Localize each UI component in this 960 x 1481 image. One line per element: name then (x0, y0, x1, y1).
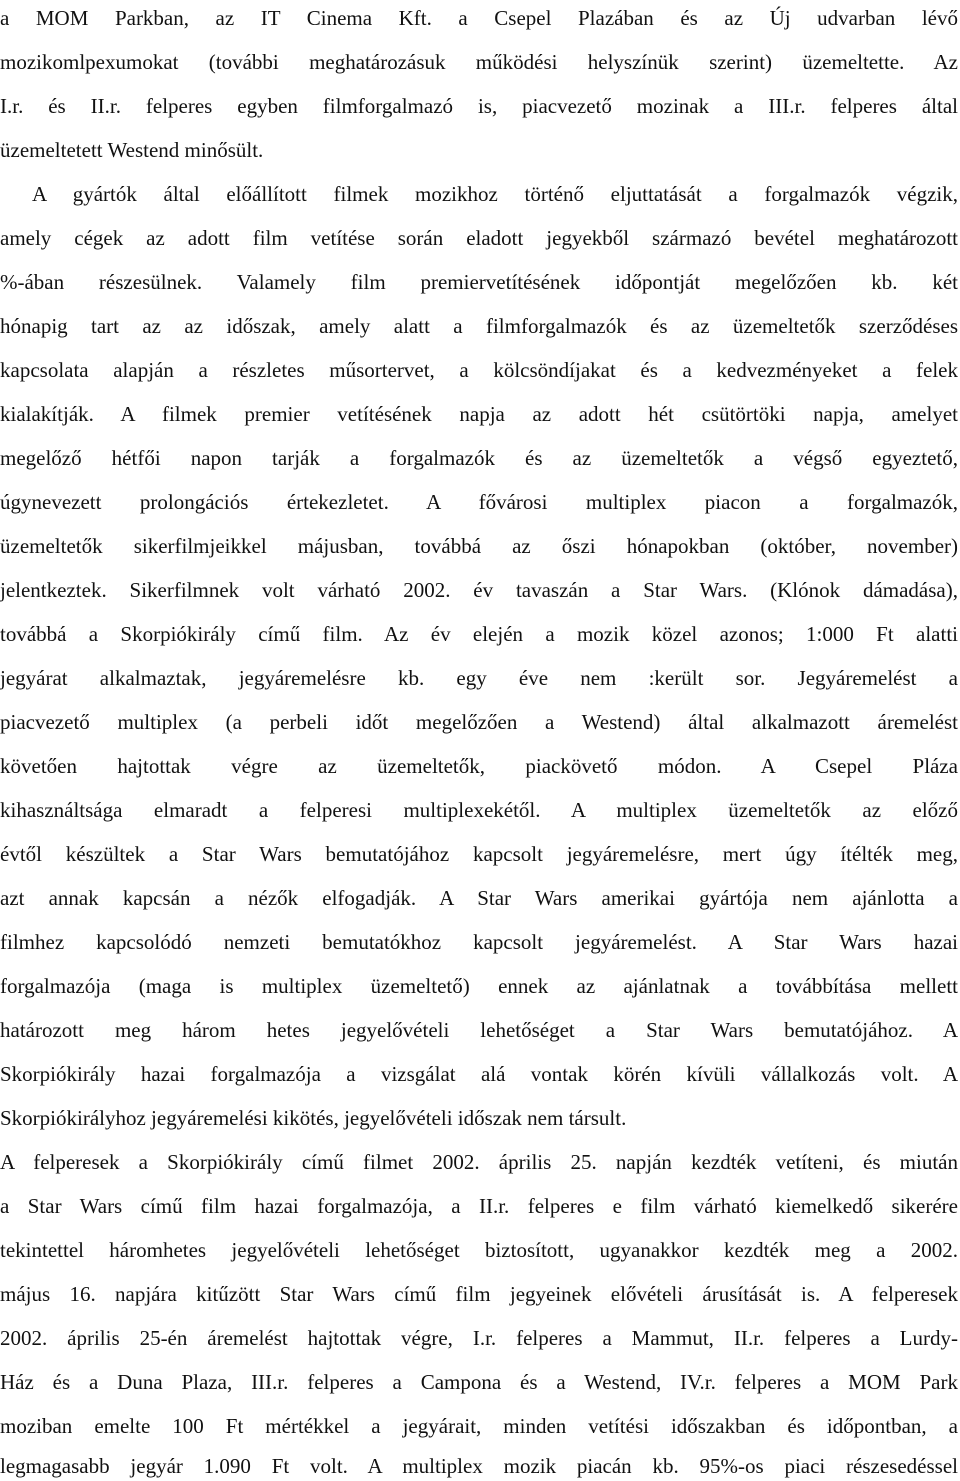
text-line: Ház és a Duna Plaza, III.r. felperes a Campona és a Westend, IV.r. felperes a MOM Park (0, 1370, 958, 1394)
text-line: I.r. és II.r. felperes egyben filmforgalmazó is, piacvezető mozinak a III.r. felperes által (0, 94, 958, 118)
text-line: május 16. napjára kitűzött Star Wars című film jegyeinek elővételi árusítását is. A felperesek (0, 1282, 958, 1306)
text-line: üzemeltetők sikerfilmjeikkel májusban, továbbá az őszi hónapokban (október, november) (0, 534, 958, 558)
text-line: A felperesek a Skorpiókirály című filmet 2002. április 25. napján kezdték vetíteni, és miután (0, 1150, 958, 1174)
text-line: kialakítják. A filmek premier vetítésének napja az adott hét csütörtöki napja, amelyet (0, 402, 958, 426)
text-line: kapcsolata alapján a részletes műsortervet, a kölcsöndíjakat és a kedvezményeket a felek (0, 358, 958, 382)
text-line: moziban emelte 100 Ft mértékkel a jegyárait, minden vetítési időszakban és időpontban, a (0, 1414, 958, 1438)
text-line: jelentkeztek. Sikerfilmnek volt várható 2002. év tavaszán a Star Wars. (Klónok dámadása), (0, 578, 958, 602)
text-line: a MOM Parkban, az IT Cinema Kft. a Csepel Plazában és az Új udvarban lévő (0, 6, 958, 30)
text-line: tekintettel háromhetes jegyelővételi lehetőséget biztosított, ugyanakkor kezdték meg a 2002. (0, 1238, 958, 1262)
text-line: piacvezető multiplex (a perbeli időt megelőzően a Westend) által alkalmazott áremelést (0, 710, 958, 734)
text-line: Skorpiókirályhoz jegyáremelési kikötés, jegyelővételi időszak nem társult. (0, 1106, 627, 1130)
text-line: filmhez kapcsolódó nemzeti bemutatókhoz kapcsolt jegyáremelést. A Star Wars hazai (0, 930, 958, 954)
text-line: követően hajtottak végre az üzemeltetők, piackövető módon. A Csepel Pláza (0, 754, 958, 778)
text-line: kihasználtsága elmaradt a felperesi multiplexekétől. A multiplex üzemeltetők az előző (0, 798, 958, 822)
text-line: A gyártók által előállított filmek mozikhoz történő eljuttatását a forgalmazók végzik, (32, 182, 958, 206)
text-line: %-ában részesülnek. Valamely film premiervetítésének időpontját megelőzően kb. két (0, 270, 958, 294)
text-line: továbbá a Skorpiókirály című film. Az év elején a mozik közel azonos; 1:000 Ft alatti (0, 622, 958, 646)
text-line: jegyárat alkalmaztak, jegyáremelésre kb. egy éve nem :került sor. Jegyáremelést a (0, 666, 958, 690)
text-line: üzemeltetett Westend minősült. (0, 138, 264, 162)
text-line: legmagasabb jegyár 1.090 Ft volt. A multiplex mozik piacán kb. 95%-os piaci részesedéssel (0, 1454, 958, 1478)
text-line: forgalmazója (maga is multiplex üzemeltető) ennek az ajánlatnak a továbbítása mellett (0, 974, 958, 998)
text-line: mozikomlpexumokat (további meghatározásuk működési helyszínük szerint) üzemeltette. Az (0, 50, 958, 74)
text-line: határozott meg három hetes jegyelővételi lehetőséget a Star Wars bemutatójához. A (0, 1018, 958, 1042)
text-line: azt annak kapcsán a nézők elfogadják. A Star Wars amerikai gyártója nem ajánlotta a (0, 886, 958, 910)
text-line: amely cégek az adott film vetítése során eladott jegyekből származó bevétel meghatározott (0, 226, 958, 250)
text-line: hónapig tart az az időszak, amely alatt a filmforgalmazók és az üzemeltetők szerződéses (0, 314, 958, 338)
text-line: a Star Wars című film hazai forgalmazója, a II.r. felperes e film várható kiemelkedő sikerére (0, 1194, 958, 1218)
text-line: Skorpiókirály hazai forgalmazója a vizsgálat alá vontak körén kívüli vállalkozás volt. A (0, 1062, 958, 1086)
text-line: 2002. április 25-én áremelést hajtottak végre, I.r. felperes a Mammut, II.r. felperes a Lurdy- (0, 1326, 958, 1350)
text-line: megelőző hétfői napon tarják a forgalmazók és az üzemeltetők a végső egyeztető, (0, 446, 958, 470)
text-line: évtől készültek a Star Wars bemutatójához kapcsolt jegyáremelésre, mert úgy ítélték meg, (0, 842, 958, 866)
text-line: úgynevezett prolongációs értekezletet. A fővárosi multiplex piacon a forgalmazók, (0, 490, 958, 514)
